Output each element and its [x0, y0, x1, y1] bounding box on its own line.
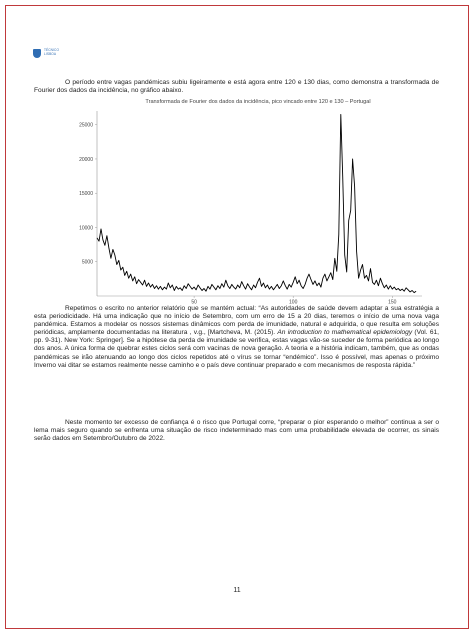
chart-svg — [76, 99, 440, 305]
shield-icon — [33, 49, 41, 58]
logo-text — [44, 49, 59, 56]
paragraph-confidence-risk-text: Neste momento ter excesso de confiança é o risco que Portugal corre, “preparar o pior esperando o melhor” continua a ser o lema mais seguro quando se enfrenta uma situação de risco indeterminado mas com uma probabilidade elevada de ocorrer, os sinais serão dados em Setembro/Outubro de 2022. — [34, 419, 439, 443]
logo-text-line-1: TÉCNICO — [44, 48, 60, 53]
paragraph-confidence-risk — [34, 419, 439, 443]
paragraph-repeated-report-text-a: Repetimos o escrito no anterior relatório que se mantém actual: “As autoridades de saúde devem adaptar a sua estratégia a esta periodicidade. Há uma indicação que no início de Setembro, com um erro de 15 a 20 dias, teremos o início de uma nova vaga pandémica. Estamos a modelar os nossos sistemas dinâmicos com perda de imunidade, natural e adquirida, o que resulta em soluções periódicas, amplamente documentadas na literatura , v.g., [Martcheva, M. (2015). — [34, 305, 439, 337]
page-number: 11 — [233, 587, 241, 594]
chart-series — [97, 114, 416, 292]
x-tick-label: 100 — [289, 299, 298, 305]
book-title: An introduction to mathematical epidemiology — [277, 329, 413, 337]
paragraph-intro-text: O período entre vagas pandémicas subiu ligeiramente e está agora entre 120 e 130 dias, como demonstra a transformada de Fourier dos dados da incidência, no gráfico abaixo. — [34, 79, 439, 95]
logo-text-line-2: LISBOA — [44, 52, 57, 56]
x-tick-label: 50 — [191, 299, 197, 305]
paragraph-intro — [34, 79, 439, 95]
y-tick-label: 20000 — [79, 156, 93, 163]
paragraph-repeated-report-body — [34, 305, 439, 370]
y-tick-label: 10000 — [79, 225, 93, 232]
y-tick-label: 25000 — [79, 122, 93, 129]
y-tick-label: 5000 — [81, 259, 93, 266]
chart-title: Transformada de Fourier dos dados da incidência, pico vincado entre 120 e 130 – Portugal — [145, 99, 371, 105]
chart-ticks — [79, 123, 397, 305]
institution-logo — [33, 47, 67, 59]
y-tick-label: 15000 — [79, 191, 93, 198]
fourier-chart — [76, 99, 440, 305]
x-tick-label: 150 — [388, 299, 397, 305]
series-line-0 — [97, 114, 416, 292]
chart-axes — [97, 111, 422, 296]
paragraph-repeated-report-text-c: (Vol. 61, pp. 9-31). New York: Springer]. Se a hipótese da perda de imunidade se verifica, estas vagas vão-se suceder de forma periódica ao longo dos anos. A única forma de quebrar estes ciclos será com vacinas de nova geração. A teoria e a história indicam, também, que as ondas pandémicas se irão atenuando ao longo dos ciclos repetidos até o vírus se tornar “endémico”. Isso é possível, mas apenas o próximo Inverno vai ditar se estamos realmente nesse caminho e o país deve continuar preparado e com mecanismos de resposta rápida.” — [34, 329, 439, 369]
paragraph-repeated-report — [34, 305, 439, 370]
